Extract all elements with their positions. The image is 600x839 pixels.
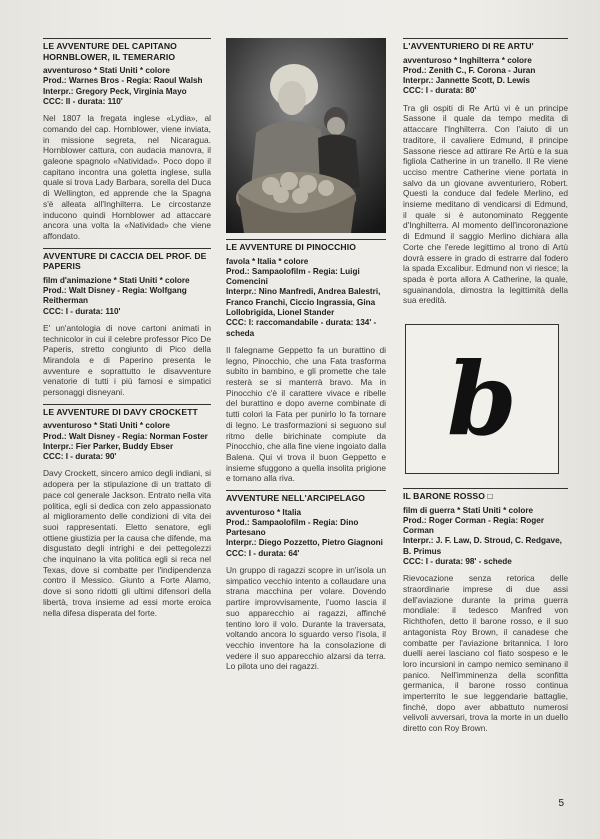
page-number: 5	[558, 798, 564, 809]
entry-title: IL BARONE ROSSO □	[403, 488, 568, 502]
meta-rating: CCC: I - durata: 90'	[43, 452, 117, 462]
meta-production: Prod.: Warnes Bros - Regia: Raoul Walsh	[43, 76, 203, 86]
meta-genre: avventuroso * Inghilterra * colore	[403, 55, 532, 65]
entry-title: LE AVVENTURE DI PINOCCHIO	[226, 239, 386, 253]
meta-production: Prod.: Roger Corman - Regia: Roger Corman	[403, 515, 545, 536]
section-letter: b	[447, 340, 517, 459]
meta-genre: avventuroso * Stati Uniti * colore	[43, 421, 170, 431]
entry-synopsis: Davy Crockett, sincero amico degli indiani, si adopera per la stipulazione di un trattato di pace col generale Jackson. Entrato nella vita politica, egli si dedica con zelo appassionato al miglioramento delle condizioni di vita dei suoi rappresentati. Eletto senatore, egli ottiene giustizia per la causa che difende, ma disgustato degli intrighi e dei pettegolezzi che inquinano la vita politica egli si reca nel Texas, dove si combatte per l'indipendenza contro il Messico. Giunto a Forte Alamo, dove si sono ridotti gli ultimi difensori della libertà, trova insieme ad essi morte eroica nella difesa disperata del forte.	[43, 468, 211, 618]
entry-title: LE AVVENTURE DI DAVY CROCKETT	[43, 404, 211, 418]
column-left	[43, 38, 211, 624]
entry-meta	[43, 421, 211, 462]
entry-pinocchio	[226, 239, 386, 484]
film-still-photo	[226, 38, 386, 233]
entry-re-artu	[403, 38, 568, 306]
entry-synopsis: Un gruppo di ragazzi scopre in un'isola un simpatico vecchio intento a collaudare una strana macchina per volare. Dovendo partire improvvisamente, l'uomo lascia il suo apparecchio ai ragazzi, affinché tentino loro il volo. Durante la traversata, voltando ancora lo sguardo verso l'isola, il vecchio inventore ha la consolazione di vedere il suo apparecchio alzarsi da terra. Lo pilota uno dei ragazzi.	[226, 565, 386, 672]
meta-cast: Interpr.: Jannette Scott, D. Lewis	[403, 76, 530, 86]
entry-meta	[226, 508, 386, 559]
entry-title: AVVENTURE DI CACCIA DEL PROF. DE PAPERIS	[43, 248, 211, 272]
pinocchio-still-image	[226, 38, 386, 233]
entry-synopsis: Il falegname Geppetto fa un burattino di legno, Pinocchio, che una Fata trasforma subito in bambino, e gli promette che tale resterà se si manterrà bravo. Ma in Pinocchio c'è il carattere vivace e ribelle del burattino e dopo averne combinate di tutti colori la Fata per punirlo lo fa tornare di legno. Le trasformazioni si seguono sul ritmo delle birichinate compiute da Pinocchio, che alla fine viene ingoiato dalla Balena. Qui vi trova il buon Geppetto e insieme sfuggono a quella insolita prigione e tornano alla riva.	[226, 344, 386, 484]
meta-genre: film di guerra * Stati Uniti * colore	[403, 505, 534, 515]
entry-davy-crockett	[43, 404, 211, 619]
meta-production: Prod.: Zenith C., F. Corona - Juran	[403, 65, 536, 75]
meta-production: Prod.: Walt Disney - Regia: Norman Foster	[43, 431, 208, 441]
entry-synopsis: Nel 1807 la fregata inglese «Lydia», al comando del cap. Hornblower, viene inviata, in missione segreta, nel Nicaragua. Hornblower cattura, con audacia manovra, il galeone spagnolo «Natividad». Poco dopo il capitano incontra una goletta inglese, sulla quale si trova Lady Barbara, sorella del Duca di Wellington, ed apprende che la Spagna s'è alleata all'Inghilterra. Le circostanze inducono quindi Hornblower ad attaccare ancora una volta la «Natividad» che viene affondato.	[43, 113, 211, 241]
column-right	[403, 38, 568, 740]
entry-title: LE AVVENTURE DEL CAPITANO HORNBLOWER, IL TEMERARIO	[43, 38, 211, 62]
entry-synopsis: E' un'antologia di nove cartoni animati in technicolor in cui il celebre professor Pico De Paperis, stretto congiunto di Pico della Mirandola e di Paperino presenta le avventure e soprattutto le disavventure venatorie di tutti i più famosi e simpatici personaggi disneyani.	[43, 322, 211, 398]
meta-cast: Interpr.: Nino Manfredi, Andrea Balestri, Franco Franchi, Ciccio Ingrassia, Gina Lollobrigida, Lionel Stander	[226, 287, 381, 317]
entry-meta	[43, 276, 211, 317]
meta-rating: CCC: I - durata: 64'	[226, 548, 300, 558]
meta-rating: CCC: I - durata: 98' - schede	[403, 557, 512, 567]
meta-production: Prod.: Walt Disney - Regia: Wolfgang Reitherman	[43, 285, 187, 306]
entry-arcipelago	[226, 490, 386, 672]
entry-synopsis: Rievocazione senza retorica delle straordinarie imprese di due assi dell'aviazione durante la prima guerra mondiale: il tedesco Manfred von Richthofen, detto il barone rosso, e il suo antagonista Roy Brown, il canadese che combatte per l'aviazione britannica. I loro duelli aerei lasciano col fiato sospeso e le loro incursioni in campo nemico seminano il panico. Nell'imminenza della sconfitta germanica, il barone rosso continua imperterrito le sue leggendarie battaglie, finché, dopo aver abbattuto numerosi velivoli avversari, trova la morte in un duello diretto con Roy Brown.	[403, 573, 568, 734]
meta-cast: Interpr.: Fier Parker, Buddy Ebser	[43, 441, 174, 451]
meta-rating: CCC: II - durata: 110'	[43, 96, 123, 106]
meta-genre: avventuroso * Italia	[226, 507, 302, 517]
entry-meta	[43, 66, 211, 107]
entry-meta	[226, 257, 386, 339]
entry-synopsis: Tra gli ospiti di Re Artù vi è un principe Sassone il quale da tempo medita di attaccare l'Inghilterra. Con l'aiuto di un traditore, il cavaliere Edmund, il principe Sassone riesce ad attirare Re Artù e la sua figliola Catherine in un tranello. Il Re viene ucciso mentre Catherine viene portata in salvo da un giovane avventuriero, Robert. Questi la conduce dal fedele Merlino, ed insieme meditano di vendicarsi di Edmund, il quale si è autonominato Reggente d'Inghilterra. Al momento dell'incoronazione di Edmund il saggio Merlino dichiara alla Corte che l'erede legittimo al trono di Artù dovrà essere in grado di estrarre dal fodero la spada Excalibur. Edmund non vi riesce; la spada è porta allora A Catherine, la quale, sguainandola, dimostra la legittimità della sua eredità.	[403, 102, 568, 306]
meta-rating: CCC: I: raccomandabile - durata: 134' - scheda	[226, 318, 377, 338]
meta-production: Prod.: Sampaolofilm - Regia: Luigi Comencini	[226, 266, 360, 287]
meta-genre: film d'animazione * Stati Uniti * colore	[43, 275, 190, 285]
column-middle	[226, 38, 386, 678]
entry-de-paperis	[43, 248, 211, 398]
meta-production: Prod.: Sampaolofilm - Regia: Dino Partesano	[226, 517, 359, 538]
entry-meta	[403, 56, 568, 97]
meta-cast: Interpr.: J. F. Law, D. Stroud, C. Redgave, B. Primus	[403, 536, 562, 556]
entry-title: AVVENTURE NELL'ARCIPELAGO	[226, 490, 386, 504]
meta-cast: Interpr.: Gregory Peck, Virginia Mayo	[43, 86, 187, 96]
section-letter-box	[405, 324, 559, 474]
meta-rating: CCC: I - durata: 110'	[43, 306, 121, 316]
entry-hornblower	[43, 38, 211, 242]
entry-barone-rosso	[403, 488, 568, 734]
meta-rating: CCC: I - durata: 80'	[403, 86, 477, 96]
entry-meta	[403, 506, 568, 568]
meta-genre: favola * Italia * colore	[226, 256, 309, 266]
entry-title: L'AVVENTURIERO DI RE ARTU'	[403, 38, 568, 52]
meta-cast: Interpr.: Diego Pozzetto, Pietro Giagnoni	[226, 538, 383, 548]
meta-genre: avventuroso * Stati Uniti * colore	[43, 66, 170, 75]
